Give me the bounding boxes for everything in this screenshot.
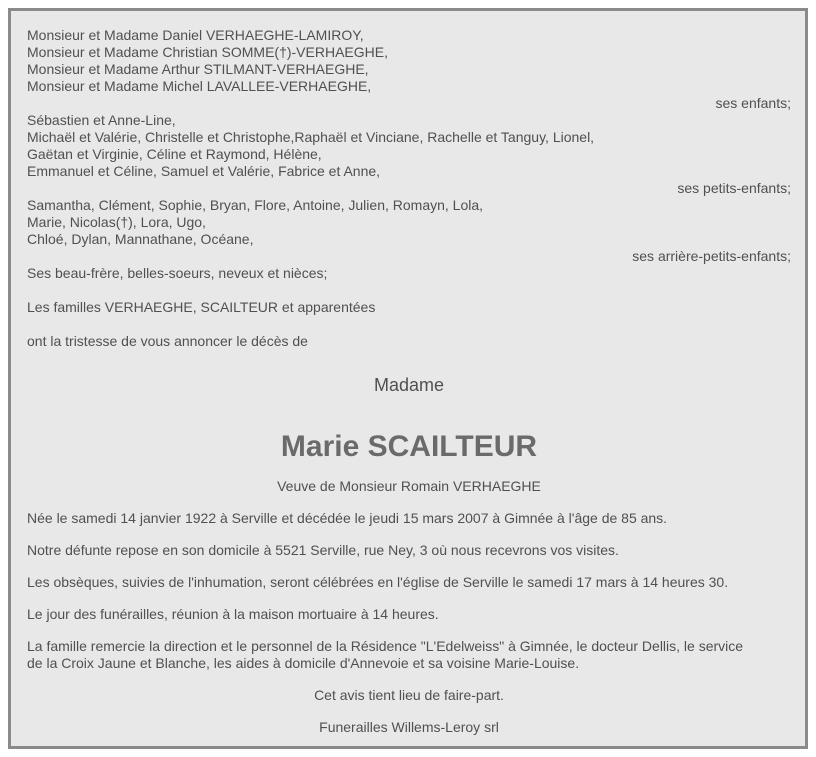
- family-line: Emmanuel et Céline, Samuel et Valérie, Fabrice et Anne,: [27, 163, 381, 179]
- obituary-frame: [8, 8, 808, 749]
- great-grandchildren-label: ses arrière-petits-enfants;: [632, 248, 791, 264]
- family-line: Michaël et Valérie, Christelle et Christophe,Raphaël et Vinciane, Rachelle et Tanguy, Lionel,: [27, 129, 595, 145]
- family-line: Gaëtan et Virginie, Céline et Raymond, Hélène,: [27, 146, 322, 162]
- funeral-line: Les obsèques, suivies de l'inhumation, seront célébrées en l'église de Serville le samedi 17 mars à 14 heures 30.: [27, 574, 729, 590]
- notice-line: Cet avis tient lieu de faire-part.: [314, 687, 504, 703]
- thanks-paragraph: [27, 638, 791, 672]
- funeral-home-line: Funerailles Willems-Leroy srl: [319, 719, 499, 735]
- thanks-line: de la Croix Jaune et Blanche, les aides à domicile d'Annevoie et sa voisine Marie-Louise.: [27, 655, 580, 671]
- great-grandchildren-block: [27, 197, 791, 265]
- deceased-name: Marie SCAILTEUR: [280, 430, 538, 463]
- family-line: Sébastien et Anne-Line,: [27, 112, 176, 128]
- honorific: Madame: [373, 375, 445, 395]
- family-line: Samantha, Clément, Sophie, Bryan, Flore, Antoine, Julien, Romayn, Lola,: [27, 197, 484, 213]
- widow-of-line: Veuve de Monsieur Romain VERHAEGHE: [277, 478, 541, 494]
- family-line: Monsieur et Madame Arthur STILMANT-VERHAEGHE,: [27, 61, 369, 77]
- family-line: Monsieur et Madame Christian SOMME(†)-VERHAEGHE,: [27, 44, 388, 60]
- in-laws-line: Ses beau-frère, belles-soeurs, neveux et nièces;: [27, 265, 328, 281]
- grandchildren-block: [27, 112, 791, 197]
- repose-line: Notre défunte repose en son domicile à 5521 Serville, rue Ney, 3 où nous recevrons vos visites.: [27, 542, 619, 558]
- children-label: ses enfants;: [715, 95, 791, 111]
- obituary-content: [27, 27, 791, 736]
- families-line: Les familles VERHAEGHE, SCAILTEUR et apparentées: [27, 299, 376, 315]
- intro-line: ont la tristesse de vous annoncer le décès de: [27, 333, 308, 349]
- children-block: [27, 27, 791, 112]
- birth-death-line: Née le samedi 14 janvier 1922 à Serville et décédée le jeudi 15 mars 2007 à Gimnée à l'âge de 85 ans.: [27, 510, 668, 526]
- family-line: Monsieur et Madame Daniel VERHAEGHE-LAMIROY,: [27, 27, 364, 43]
- grandchildren-label: ses petits-enfants;: [677, 180, 791, 196]
- meeting-line: Le jour des funérailles, réunion à la maison mortuaire à 14 heures.: [27, 606, 439, 622]
- thanks-line: La famille remercie la direction et le personnel de la Résidence "L'Edelweiss" à Gimnée, le docteur Dellis, le service: [27, 638, 744, 654]
- family-line: Monsieur et Madame Michel LAVALLEE-VERHAEGHE,: [27, 78, 372, 94]
- family-line: Marie, Nicolas(†), Lora, Ugo,: [27, 214, 206, 230]
- family-line: Chloé, Dylan, Mannathane, Océane,: [27, 231, 254, 247]
